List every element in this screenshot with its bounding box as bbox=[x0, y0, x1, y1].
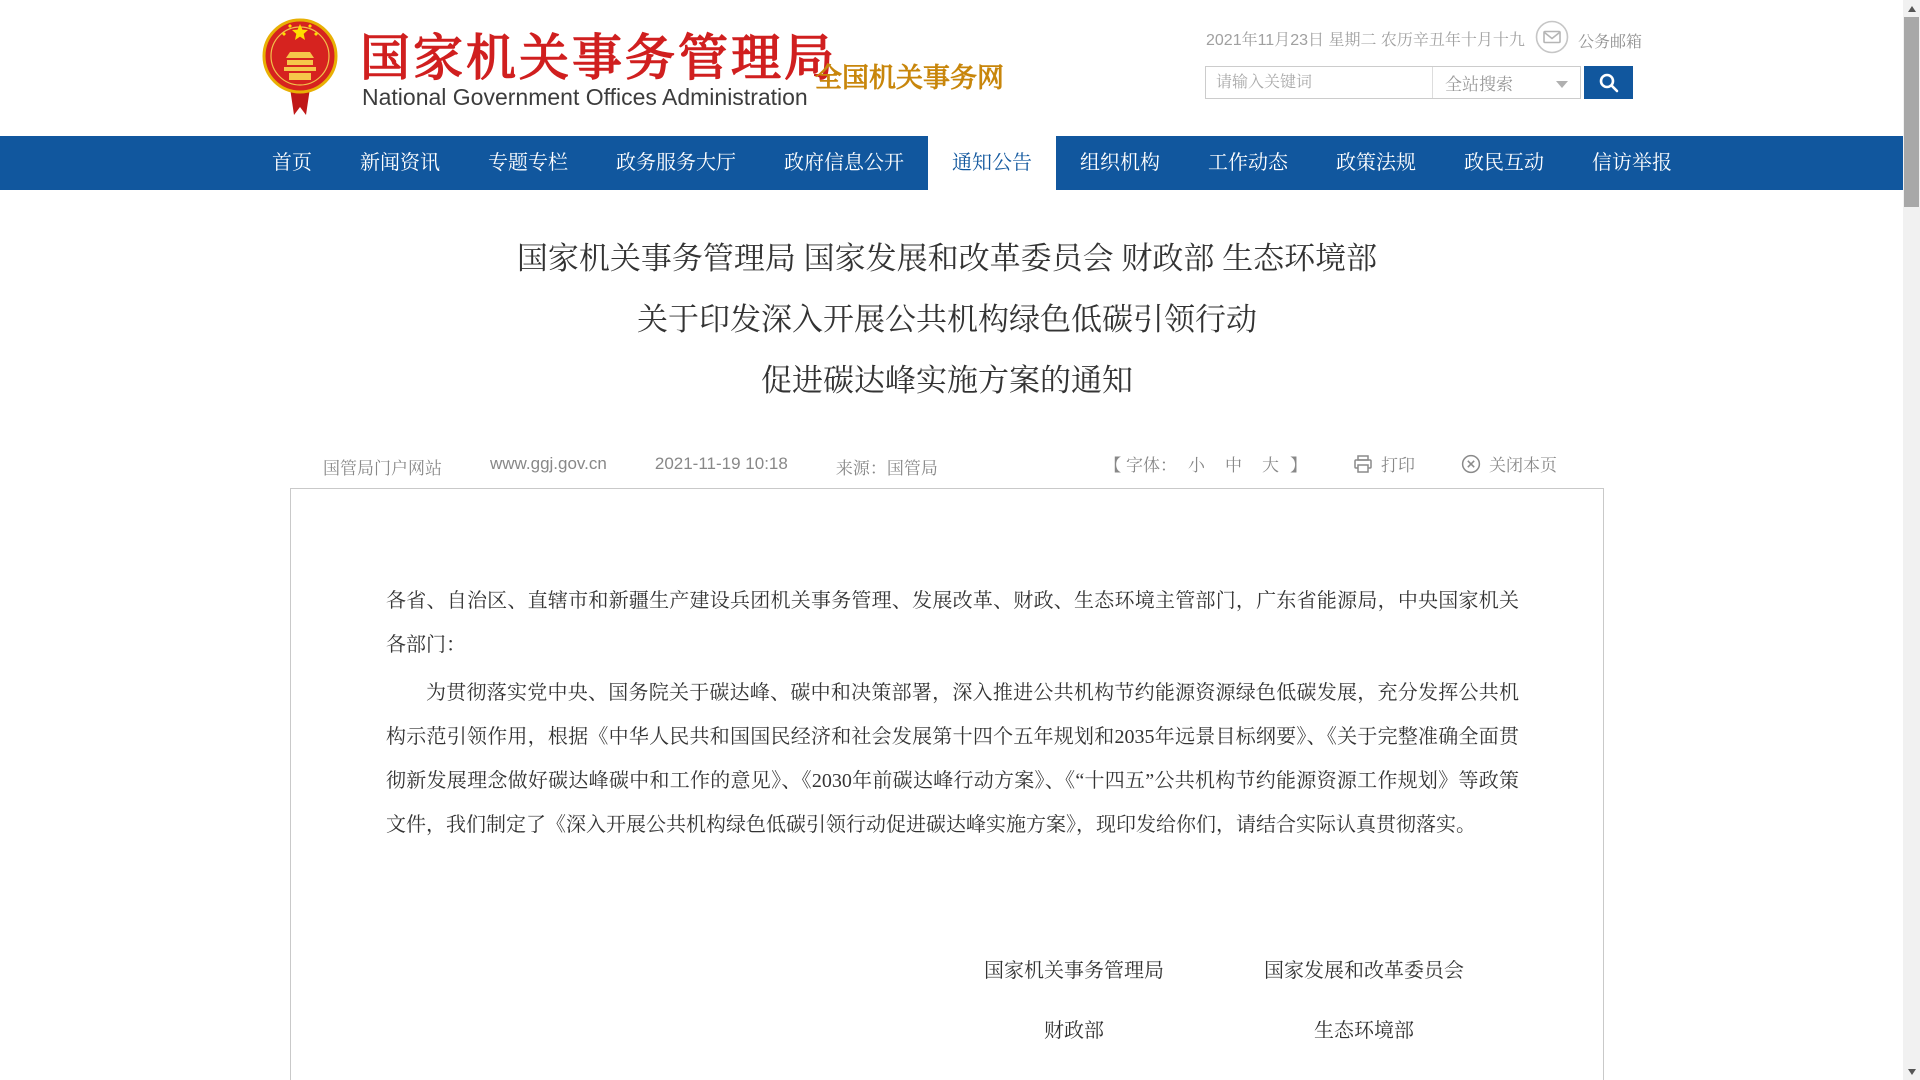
font-label-open: 【 字体： bbox=[1104, 456, 1177, 475]
nav-item-notices[interactable]: 通知公告 bbox=[928, 136, 1056, 190]
search-icon bbox=[1597, 71, 1621, 95]
scrollbar-thumb[interactable] bbox=[1904, 17, 1919, 207]
search-scope-label: 全站搜索 bbox=[1445, 75, 1513, 94]
meta-site-url: www.ggj.gov.cn bbox=[490, 454, 607, 473]
font-small-button[interactable]: 小 bbox=[1188, 456, 1205, 475]
article-title-line1: 国家机关事务管理局 国家发展和改革委员会 财政部 生态环境部 bbox=[516, 241, 1378, 276]
font-medium-button[interactable]: 中 bbox=[1225, 456, 1242, 475]
nav-item-work-updates[interactable]: 工作动态 bbox=[1208, 152, 1288, 174]
nav-item-topics[interactable]: 专题专栏 bbox=[488, 152, 568, 174]
article-meta bbox=[290, 451, 1604, 479]
nav-item-service-hall[interactable]: 政务服务大厅 bbox=[616, 152, 736, 174]
mailbox-icon[interactable] bbox=[1535, 20, 1569, 54]
signature-agency: 国家发展和改革委员会 bbox=[1264, 960, 1464, 982]
article-title-line3: 促进碳达峰实施方案的通知 bbox=[761, 363, 1133, 398]
site-title-cn: 国家机关事务管理局 bbox=[360, 30, 837, 86]
search-input[interactable] bbox=[1206, 67, 1432, 98]
font-size-control bbox=[1104, 451, 1307, 476]
close-page-label: 关闭本页 bbox=[1489, 456, 1557, 475]
nav-item-news[interactable]: 新闻资讯 bbox=[360, 152, 440, 174]
meta-source: 来源：国管局 bbox=[835, 459, 938, 478]
article-title bbox=[290, 228, 1604, 411]
search-box bbox=[1205, 66, 1581, 99]
nav-item-petition[interactable]: 信访举报 bbox=[1592, 152, 1672, 174]
print-button[interactable] bbox=[1353, 451, 1415, 476]
article-meta-left bbox=[323, 454, 938, 479]
meta-publish-time: 2021-11-19 10:18 bbox=[654, 454, 788, 473]
close-page-button[interactable] bbox=[1461, 451, 1557, 476]
site-title-en: National Government Offices Administration bbox=[362, 84, 808, 110]
mailbox-label[interactable]: 公务邮箱 bbox=[1578, 34, 1643, 51]
close-icon bbox=[1461, 454, 1481, 474]
main-nav bbox=[0, 136, 1920, 190]
nav-item-organization[interactable]: 组织机构 bbox=[1080, 152, 1160, 174]
nav-item-policies[interactable]: 政策法规 bbox=[1336, 152, 1416, 174]
font-large-button[interactable]: 大 bbox=[1262, 456, 1279, 475]
document-body bbox=[290, 488, 1604, 1080]
paragraph-main: 为贯彻落实党中央、国务院关于碳达峰、碳中和决策部署，深入推进公共机构节约能源资源绿色低碳发展，充分发挥公共机构示范引领作用，根据《中华人民共和国国民经济和社会发展第十四个五年规划和2035年远景目标纲要》、《关于完整准确全面贯彻新发展理念做好碳达峰碳中和工作的意见》、《2030年前碳达峰行动方案》、《“十四五”公共机构节约能源资源工作规划》等政策文件，我们制定了《深入开展公共机构绿色低碳引领行动促进碳达峰实施方案》，现印发给你们，请结合实际认真贯彻落实。 bbox=[386, 682, 1519, 836]
scrollbar[interactable] bbox=[1903, 0, 1920, 1080]
article-meta-right bbox=[1104, 451, 1557, 476]
nav-item-home[interactable]: 首页 bbox=[272, 152, 312, 174]
signature-agency: 财政部 bbox=[1044, 1020, 1104, 1042]
site-header bbox=[0, 0, 1920, 136]
chevron-down-icon bbox=[1556, 81, 1568, 88]
paragraph-addressees: 各省、自治区、直辖市和新疆生产建设兵团机关事务管理、发展改革、财政、生态环境主管部门，广东省能源局，中央国家机关各部门： bbox=[386, 590, 1519, 656]
search-button[interactable] bbox=[1584, 66, 1633, 99]
signature-agency: 生态环境部 bbox=[1314, 1020, 1414, 1042]
national-emblem-icon bbox=[262, 12, 338, 118]
article-title-line2: 关于印发深入开展公共机构绿色低碳引领行动 bbox=[637, 302, 1257, 337]
printer-icon bbox=[1353, 454, 1373, 474]
search-scope-select[interactable] bbox=[1432, 67, 1580, 98]
meta-source-site: 国管局门户网站 bbox=[323, 459, 442, 478]
nav-item-interaction[interactable]: 政民互动 bbox=[1464, 152, 1544, 174]
scroll-up-arrow-icon[interactable] bbox=[1903, 0, 1920, 17]
date-line: 2021年11月23日 星期二 农历辛丑年十月十九 bbox=[1206, 32, 1525, 49]
signature-agency: 国家机关事务管理局 bbox=[984, 960, 1164, 982]
print-label: 打印 bbox=[1381, 456, 1415, 475]
scroll-down-arrow-icon[interactable] bbox=[1903, 1063, 1920, 1080]
portal-name: 全国机关事务网 bbox=[815, 63, 1004, 93]
search-bar bbox=[1205, 66, 1633, 99]
article bbox=[290, 228, 1604, 1080]
font-label-close: 】 bbox=[1290, 456, 1307, 475]
signature-block bbox=[386, 945, 1519, 1057]
nav-item-info-disclosure[interactable]: 政府信息公开 bbox=[784, 152, 904, 174]
